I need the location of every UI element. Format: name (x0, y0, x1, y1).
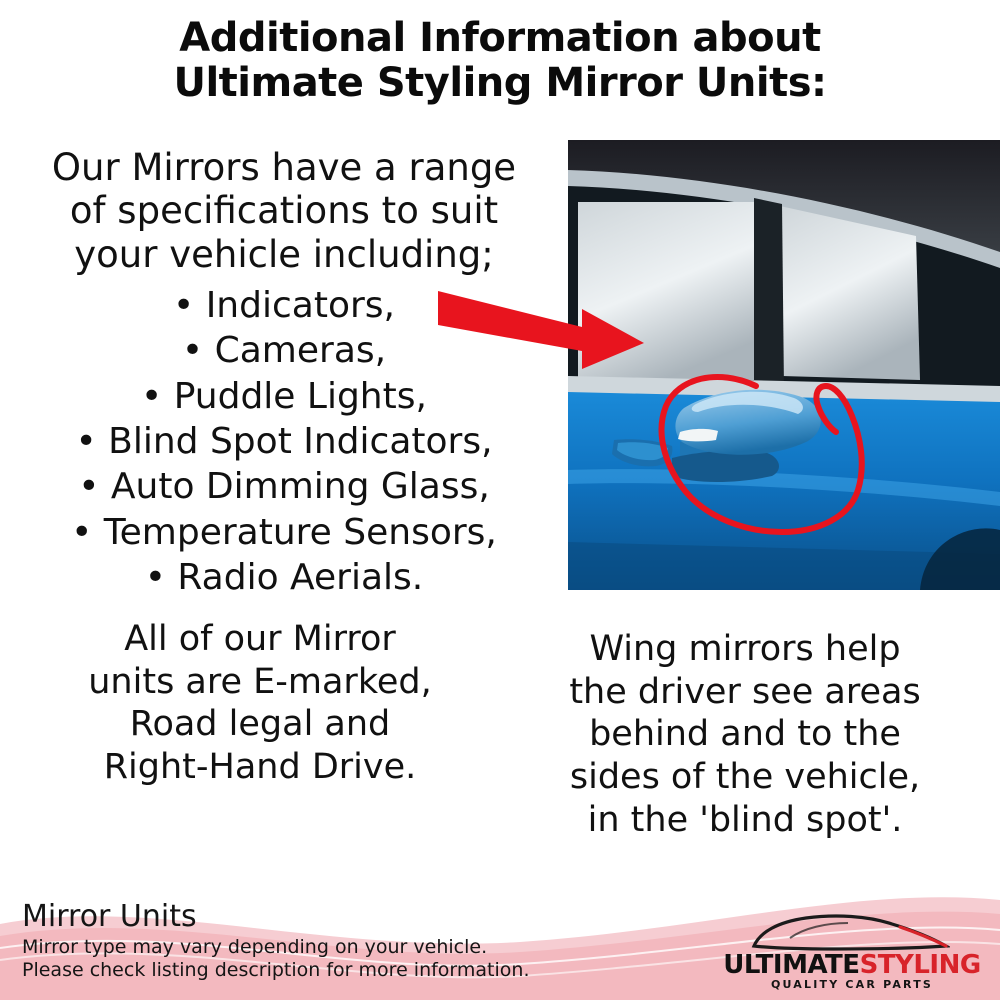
footer-subtext (22, 936, 682, 982)
page-title-line-1: Additional Information about (179, 15, 821, 61)
page-title (0, 16, 1000, 106)
blindspot-line-4: sides of the vehicle, (569, 757, 921, 798)
blindspot-line-3: behind and to the (589, 714, 901, 755)
footer-title: Mirror Units (22, 899, 197, 934)
intro-line-1: Our Mirrors have a range (51, 146, 517, 189)
pointer-arrow-icon (432, 285, 682, 375)
emark-line-1: All of our Mirror (124, 619, 396, 659)
blindspot-line-5: in the 'blind spot'. (587, 799, 903, 840)
list-item: • Blind Spot Indicators, (75, 421, 493, 463)
emark-line-4: Right-Hand Drive. (103, 747, 417, 788)
car-silhouette-icon (750, 908, 950, 952)
brand-logo (722, 908, 982, 990)
emark-line-2: units are E-marked, (88, 661, 432, 702)
emark-line-3: Road legal and (129, 704, 391, 745)
footer (0, 890, 1000, 1000)
footer-subtext-line-1: Mirror type may vary depending on your vehicle. (22, 936, 488, 958)
list-item: • Temperature Sensors, (71, 511, 497, 553)
footer-text (22, 899, 682, 982)
intro-line-2: of specifications to suit (69, 189, 499, 233)
footer-subtext-line-2: Please check listing description for more information. (22, 959, 530, 982)
list-item: • Cameras, (181, 330, 387, 372)
emark-info-block (20, 618, 500, 789)
page-title-line-2: Ultimate Styling Mirror Units: (173, 59, 827, 106)
blindspot-line-1: Wing mirrors help (589, 629, 901, 669)
blindspot-line-2: the driver see areas (569, 671, 921, 712)
blindspot-info-block (505, 628, 985, 841)
list-item: • Radio Aerials. (144, 557, 424, 599)
intro-paragraph (8, 146, 560, 276)
list-item: • Auto Dimming Glass, (78, 466, 490, 508)
logo-tagline: QUALITY CAR PARTS (770, 978, 934, 991)
logo-wordmark (722, 950, 982, 980)
list-item: • Puddle Lights, (141, 375, 427, 417)
list-item: • Indicators, (173, 285, 395, 326)
intro-line-3: your vehicle including; (74, 232, 494, 276)
logo-word-styling: STYLING (859, 950, 981, 980)
logo-word-ultimate: ULTIMATE (723, 950, 860, 980)
